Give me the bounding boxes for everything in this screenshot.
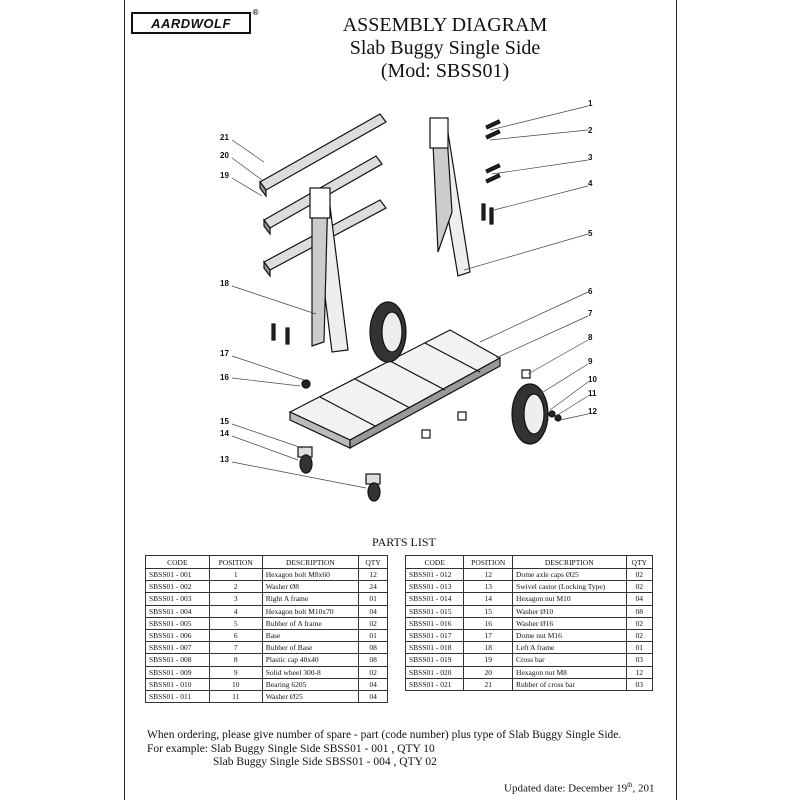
- cell-description: Washer Ø10: [513, 605, 626, 617]
- table-row: [146, 642, 388, 654]
- col-position: POSITION: [209, 556, 262, 569]
- callout-4: 4: [588, 179, 593, 188]
- cell-description: Plastic cap 40x40: [262, 654, 358, 666]
- callout-10: 10: [588, 375, 597, 384]
- callout-16: 16: [220, 373, 229, 382]
- cell-code: SBSS01 - 005: [146, 617, 210, 629]
- col-position: POSITION: [464, 556, 513, 569]
- col-qty: QTY: [626, 556, 653, 569]
- updated-prefix: Updated date: December 19: [504, 782, 628, 795]
- cell-position: 16: [464, 617, 513, 629]
- cell-code: SBSS01 - 008: [146, 654, 210, 666]
- cell-code: SBSS01 - 003: [146, 593, 210, 605]
- cell-qty: 24: [359, 581, 388, 593]
- model-number: (Mod: SBSS01): [380, 60, 510, 82]
- cell-qty: 01: [359, 593, 388, 605]
- cell-description: Rubber of Base: [262, 642, 358, 654]
- callout-14: 14: [220, 429, 229, 438]
- table-row: [146, 581, 388, 593]
- cell-description: Right A frame: [262, 593, 358, 605]
- cell-qty: 04: [359, 690, 388, 702]
- ordering-notes: [147, 729, 621, 770]
- cell-qty: 01: [626, 642, 653, 654]
- callout-20: 20: [220, 151, 229, 160]
- table-row: [146, 690, 388, 702]
- callout-21: 21: [220, 133, 229, 142]
- cell-description: Hexagon nut M8: [513, 666, 626, 678]
- cell-qty: 08: [359, 642, 388, 654]
- cell-position: 13: [464, 581, 513, 593]
- table-row: [406, 569, 653, 581]
- callout-9: 9: [588, 357, 593, 366]
- cell-code: SBSS01 - 016: [406, 617, 464, 629]
- cell-position: 3: [209, 593, 262, 605]
- table-row: [406, 593, 653, 605]
- table-row: [406, 581, 653, 593]
- table-row: [146, 654, 388, 666]
- cell-qty: 04: [359, 678, 388, 690]
- cell-position: 11: [209, 690, 262, 702]
- cell-code: SBSS01 - 009: [146, 666, 210, 678]
- cell-qty: 12: [626, 666, 653, 678]
- cell-qty: 03: [626, 654, 653, 666]
- cell-position: 18: [464, 642, 513, 654]
- updated-sup: th: [627, 781, 633, 789]
- cell-description: Washer Ø25: [262, 690, 358, 702]
- cell-position: 20: [464, 666, 513, 678]
- cell-code: SBSS01 - 010: [146, 678, 210, 690]
- solid-wheel-left: [370, 302, 406, 362]
- cell-description: Hexagon bolt M8x60: [262, 569, 358, 581]
- cell-position: 15: [464, 605, 513, 617]
- cell-description: Rubber of cross bar: [513, 678, 626, 690]
- cell-code: SBSS01 - 020: [406, 666, 464, 678]
- cell-description: Cross bar: [513, 654, 626, 666]
- table-row: [406, 678, 653, 690]
- cell-position: 5: [209, 617, 262, 629]
- swivel-castor-upper: [298, 447, 312, 473]
- callout-5: 5: [588, 229, 593, 238]
- cell-qty: 08: [626, 605, 653, 617]
- cell-position: 4: [209, 605, 262, 617]
- cell-position: 7: [209, 642, 262, 654]
- cell-code: SBSS01 - 013: [406, 581, 464, 593]
- cell-qty: 04: [359, 605, 388, 617]
- cell-description: Hexagon bolt M10x70: [262, 605, 358, 617]
- note-line-2: For example: Slab Buggy Single Side SBSS01 - 001 , QTY 10: [147, 742, 435, 755]
- table-row: [146, 678, 388, 690]
- cell-description: Washer Ø8: [262, 581, 358, 593]
- callout-2: 2: [588, 126, 593, 135]
- cell-qty: 02: [359, 617, 388, 629]
- cell-position: 17: [464, 629, 513, 641]
- callout-18: 18: [220, 279, 229, 288]
- parts-list-title: PARTS LIST: [372, 535, 436, 549]
- cell-description: Dome axle caps Ø25: [513, 569, 626, 581]
- cell-code: SBSS01 - 007: [146, 642, 210, 654]
- cell-description: Washer Ø16: [513, 617, 626, 629]
- callout-3: 3: [588, 153, 593, 162]
- callout-1: 1: [588, 99, 593, 108]
- table-row: [406, 642, 653, 654]
- callout-7: 7: [588, 309, 593, 318]
- cell-qty: 01: [359, 629, 388, 641]
- cell-position: 14: [464, 593, 513, 605]
- callout-12: 12: [588, 407, 597, 416]
- cell-qty: 02: [626, 617, 653, 629]
- cell-description: Hexagon nut M10: [513, 593, 626, 605]
- cell-description: Base: [262, 629, 358, 641]
- cell-position: 10: [209, 678, 262, 690]
- col-code: CODE: [146, 556, 210, 569]
- parts-table-left-body: [146, 569, 388, 703]
- table-row: [146, 593, 388, 605]
- cell-position: 12: [464, 569, 513, 581]
- cell-code: SBSS01 - 018: [406, 642, 464, 654]
- solid-wheel-right: [512, 384, 548, 444]
- cell-position: 8: [209, 654, 262, 666]
- cell-position: 9: [209, 666, 262, 678]
- parts-table-right: [405, 555, 653, 691]
- cell-description: Swivel castor (Locking Type): [513, 581, 626, 593]
- col-description: DESCRIPTION: [262, 556, 358, 569]
- callout-15: 15: [220, 417, 229, 426]
- page-subtitle: Slab Buggy Single Side: [349, 37, 541, 59]
- cell-code: SBSS01 - 015: [406, 605, 464, 617]
- callout-17: 17: [220, 349, 229, 358]
- cell-code: SBSS01 - 011: [146, 690, 210, 702]
- cell-qty: 02: [626, 629, 653, 641]
- table-row: [146, 617, 388, 629]
- callout-6: 6: [588, 287, 593, 296]
- cell-code: SBSS01 - 004: [146, 605, 210, 617]
- col-code: CODE: [406, 556, 464, 569]
- col-qty: QTY: [359, 556, 388, 569]
- swivel-castor-lower: [366, 474, 380, 501]
- left-a-frame: [310, 188, 348, 352]
- note-line-3: Slab Buggy Single Side SBSS01 - 004 , QTY 02: [213, 756, 437, 768]
- note-line-1: When ordering, please give number of spare - part (code number) plus type of Slab Buggy Single Side.: [147, 729, 622, 741]
- table-row: [146, 569, 388, 581]
- table-row: [146, 629, 388, 641]
- cell-qty: 04: [626, 593, 653, 605]
- cell-code: SBSS01 - 012: [406, 569, 464, 581]
- cell-qty: 03: [626, 678, 653, 690]
- callout-19: 19: [220, 171, 229, 180]
- cell-code: SBSS01 - 021: [406, 678, 464, 690]
- cell-code: SBSS01 - 002: [146, 581, 210, 593]
- assembly-diagram: [200, 92, 620, 512]
- cell-description: Rubber of A frame: [262, 617, 358, 629]
- parts-table-right-body: [406, 569, 653, 691]
- callout-13: 13: [220, 455, 229, 464]
- page-title: ASSEMBLY DIAGRAM: [342, 14, 548, 36]
- cell-description: Solid wheel 300-8: [262, 666, 358, 678]
- table-row: [406, 617, 653, 629]
- updated-suffix: , 201: [632, 782, 655, 795]
- cross-bar-top: [260, 114, 386, 196]
- callout-11: 11: [588, 389, 597, 398]
- cell-code: SBSS01 - 017: [406, 629, 464, 641]
- cell-position: 1: [209, 569, 262, 581]
- right-a-frame: [430, 118, 470, 276]
- cell-qty: 02: [626, 569, 653, 581]
- cell-description: Bearing 6205: [262, 678, 358, 690]
- registered-mark: ®: [252, 8, 259, 17]
- table-row: [406, 629, 653, 641]
- cell-qty: 02: [359, 666, 388, 678]
- cell-position: 2: [209, 581, 262, 593]
- cell-code: SBSS01 - 014: [406, 593, 464, 605]
- cell-qty: 02: [626, 581, 653, 593]
- col-description: DESCRIPTION: [513, 556, 626, 569]
- cell-qty: 12: [359, 569, 388, 581]
- cell-position: 19: [464, 654, 513, 666]
- cell-description: Dome nut M16: [513, 629, 626, 641]
- callout-8: 8: [588, 333, 593, 342]
- cell-description: Left A frame: [513, 642, 626, 654]
- cell-code: SBSS01 - 019: [406, 654, 464, 666]
- table-row: [406, 605, 653, 617]
- cell-code: SBSS01 - 001: [146, 569, 210, 581]
- logo-text: AARDWOLF: [151, 15, 231, 31]
- cell-qty: 08: [359, 654, 388, 666]
- table-row: [406, 666, 653, 678]
- table-row: [146, 666, 388, 678]
- parts-table-left: [145, 555, 388, 703]
- table-row: [406, 654, 653, 666]
- brand-logo: [131, 8, 259, 34]
- cell-code: SBSS01 - 006: [146, 629, 210, 641]
- header: [300, 14, 590, 83]
- table-row: [146, 605, 388, 617]
- cell-position: 6: [209, 629, 262, 641]
- cell-position: 21: [464, 678, 513, 690]
- updated-date: [504, 781, 655, 795]
